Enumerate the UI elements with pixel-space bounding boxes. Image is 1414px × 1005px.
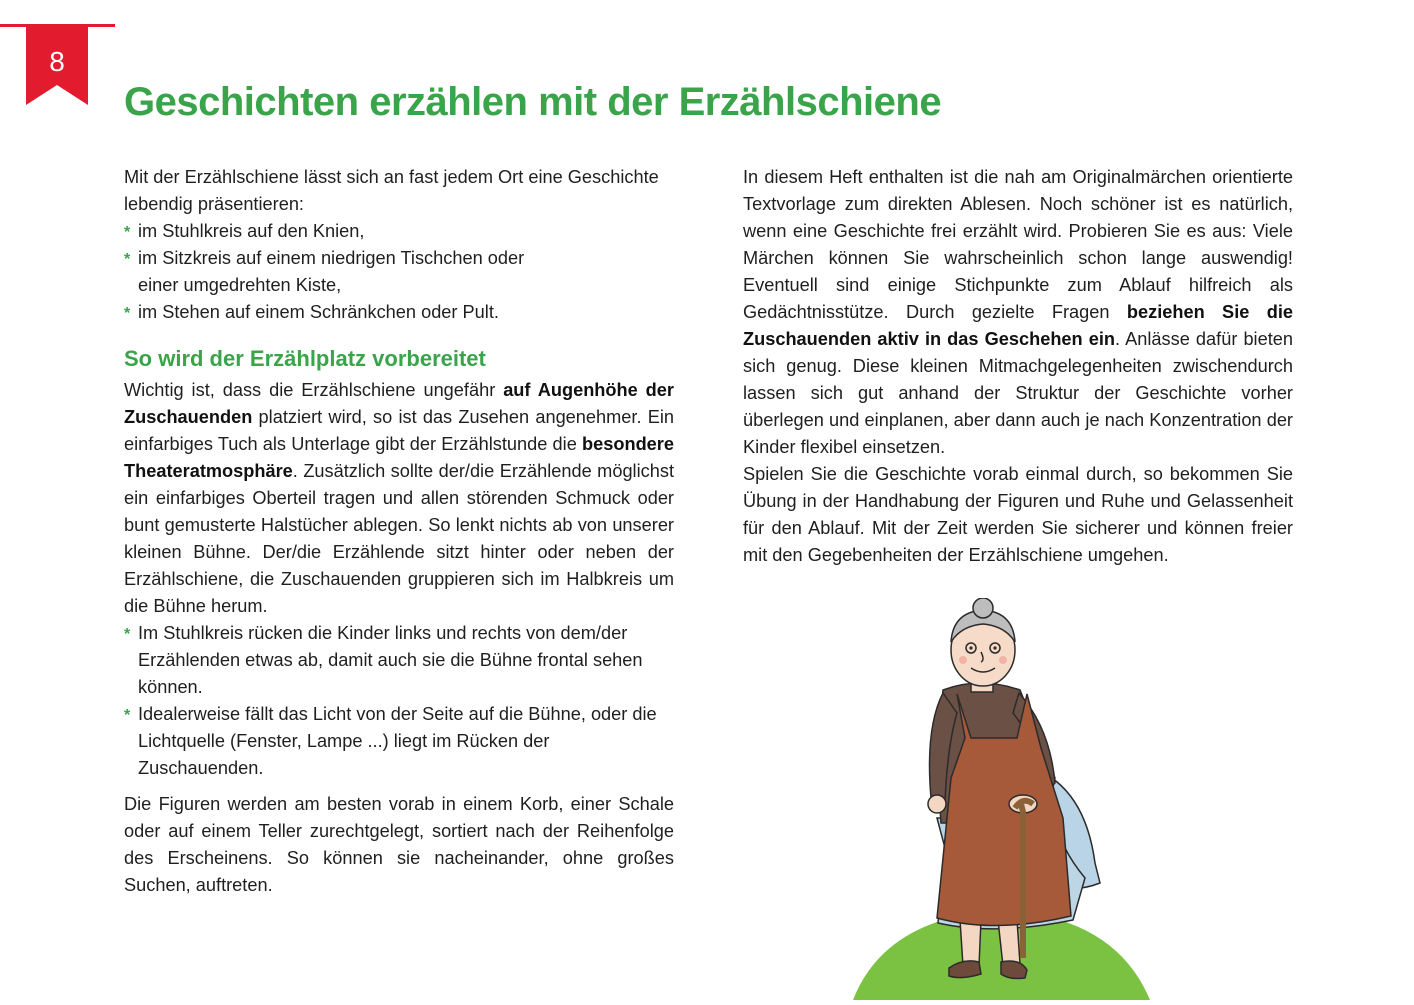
figures-paragraph: Die Figuren werden am besten vorab in einem Korb, einer Schale oder auf einem Teller zurechtgelegt, sortiert nach der Reihenfolge des Erscheinens. So können sie nacheinander, ohne großes Suchen, auftreten. [124,794,674,895]
old-woman-with-cane-icon [845,598,1165,1000]
freely-telling-paragraph: In diesem Heft enthalten ist die nah am Originalmärchen orientierte Textvorlage zum direkten Ablesen. Noch schöner ist es natürlich, wenn eine Geschichte frei erzählt wird. Probieren Sie es aus: Viele Märchen können Sie wahrscheinlich schon lange auswendig! Eventuell sind einige Stichpunkte zum Ablauf hilfreich als Gedächtnisstütze. Durch gezielte Fragen beziehen Sie die Zuschauenden aktiv in das Geschehen ein. Anlässe dafür bieten sich genug. Diese kleinen Mitmachgelegenheiten zwischendurch lassen sich gut anhand der Struktur der Geschichte vorher überlegen und einplanen, aber dann auch je nach Konzentration der Kinder flexibel einsetzen. [743,167,1294,457]
list-item: * im Stehen auf einem Schränkchen oder Pult. [124,299,674,326]
rehearsal-paragraph: Spielen Sie die Geschichte vorab einmal durch, so bekommen Sie Übung in der Handhabung der Figuren und Ruhe und Gelassenheit für den Ablauf. Mit der Zeit werden Sie sicherer und können freier mit den Gegebenheiten der Erzählschiene umgehen. [743,464,1293,565]
preparation-paragraph: Wichtig ist, dass die Erzählschiene ungefähr auf Augenhöhe der Zuschauenden platziert wird, so ist das Zusehen angenehmer. Ein einfarbiges Tuch als Unterlage gibt der Erzählstunde die besondere Theateratmosphäre. Zusätzlich sollte der/die Erzählende möglichst ein einfarbiges Oberteil tragen und allen störenden Schmuck oder bunt gemusterte Halstücher ablegen. So lenkt nichts ab von unserer kleinen Bühne. Der/die Erzählende sitzt hinter oder neben der Erzählschiene, die Zuschauenden gruppieren sich im Halbkreis um die Bühne herum. [124,380,674,616]
list-item: * im Sitzkreis auf einem niedrigen Tischchen oder einer umgedrehten Kiste, [124,248,525,295]
old-woman-illustration [845,598,1165,1000]
section-subheading: So wird der Erzählplatz vorbereitet [124,346,486,371]
page-title: Geschichten erzählen mit der Erzählschiene [124,80,942,124]
star-bullet-icon: * [124,305,131,322]
intro-bullet-list [124,218,674,326]
list-item: * Im Stuhlkreis rücken die Kinder links und rechts von dem/der Erzählenden etwas ab, damit auch sie die Bühne frontal sehen können. [124,623,643,697]
star-bullet-icon: * [124,224,131,241]
star-bullet-icon: * [124,707,131,724]
setup-bullet-list [124,620,674,782]
right-column [743,164,1293,569]
page-number: 8 [49,46,65,77]
left-column [124,164,674,899]
list-item: * Idealerweise fällt das Licht von der Seite auf die Bühne, oder die Lichtquelle (Fenster, Lampe ...) liegt im Rücken der Zuschauenden. [124,704,657,778]
star-bullet-icon: * [124,626,131,643]
list-item: * im Stuhlkreis auf den Knien, [124,218,674,245]
star-bullet-icon: * [124,251,131,268]
page-number-ribbon [26,24,88,104]
intro-paragraph: Mit der Erzählschiene lässt sich an fast jedem Ort eine Geschichte lebendig präsentieren: [124,167,659,214]
